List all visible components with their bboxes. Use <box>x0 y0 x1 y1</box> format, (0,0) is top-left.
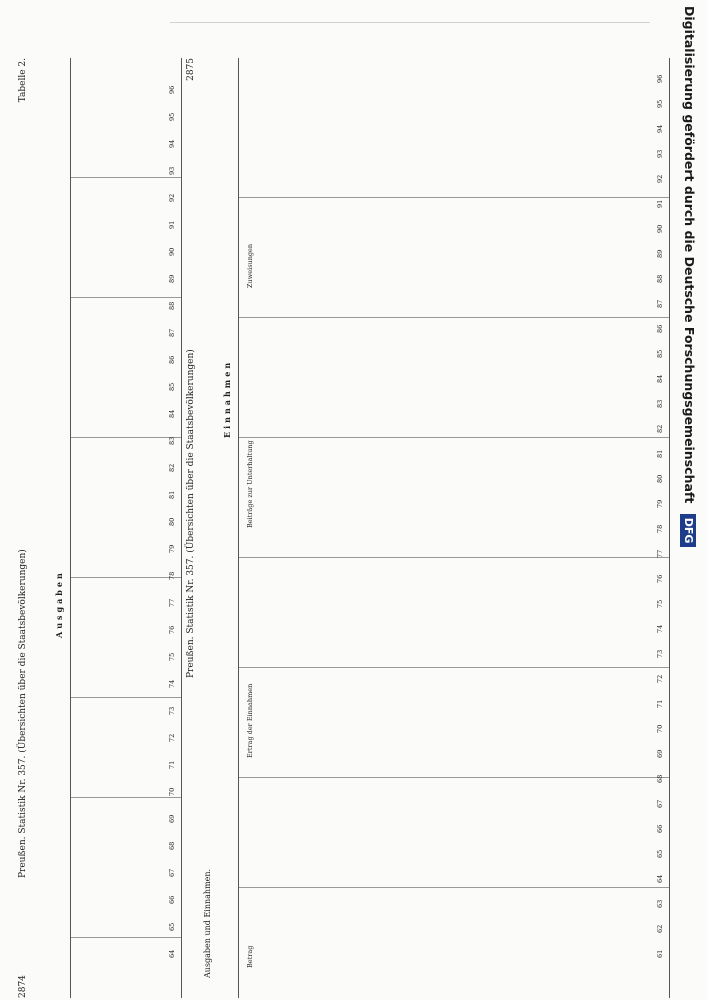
col-header-3: Beiträge zur Unterhaltung <box>246 440 254 528</box>
col-header-4: Zuweisungen <box>246 243 254 288</box>
row-number: 68 <box>656 774 664 783</box>
row-number: 96 <box>168 85 176 94</box>
row-number: 79 <box>168 544 176 553</box>
row-number: 77 <box>656 549 664 558</box>
row-number: 93 <box>168 166 176 175</box>
col-header-2: Ertrag der Einnahmen <box>246 683 254 758</box>
row-number: 88 <box>168 301 176 310</box>
row-number: 86 <box>656 324 664 333</box>
row-number: 69 <box>656 749 664 758</box>
row-number: 81 <box>656 449 664 458</box>
row-number: 75 <box>656 599 664 608</box>
row-number: 84 <box>168 409 176 418</box>
row-number: 66 <box>656 824 664 833</box>
row-number: 71 <box>168 760 176 769</box>
row-number: 89 <box>168 274 176 283</box>
row-number: 76 <box>168 625 176 634</box>
right-caption: Ausgaben und Einnahmen. <box>203 868 212 978</box>
left-section-heading: Ausgaben <box>54 570 64 638</box>
row-number: 82 <box>168 463 176 472</box>
row-number: 70 <box>656 724 664 733</box>
row-number: 72 <box>656 674 664 683</box>
right-col-headers <box>246 48 260 988</box>
row-number: 80 <box>656 474 664 483</box>
row-number: 64 <box>168 949 176 958</box>
row-number: 63 <box>656 899 664 908</box>
row-number: 82 <box>656 424 664 433</box>
row-number: 72 <box>168 733 176 742</box>
left-running-header <box>18 58 32 998</box>
left-table-label: Tabelle 2. <box>18 58 28 103</box>
left-table <box>70 58 182 998</box>
row-number: 87 <box>168 328 176 337</box>
row-number: 73 <box>656 649 664 658</box>
row-number: 94 <box>656 124 664 133</box>
scan-rule <box>170 22 650 23</box>
row-number: 65 <box>168 922 176 931</box>
row-number: 84 <box>656 374 664 383</box>
watermark-text: Digitalisierung gefördert durch die Deutsche Forschungsgemeinschaft <box>682 6 697 504</box>
row-number: 91 <box>168 220 176 229</box>
row-number: 78 <box>168 571 176 580</box>
row-number: 86 <box>168 355 176 364</box>
right-table <box>238 58 670 998</box>
row-number: 87 <box>656 299 664 308</box>
row-number: 71 <box>656 699 664 708</box>
row-number: 81 <box>168 490 176 499</box>
row-number: 88 <box>656 274 664 283</box>
right-running-header <box>186 58 200 998</box>
row-number: 68 <box>168 841 176 850</box>
row-number: 96 <box>656 74 664 83</box>
right-running-title: Preußen. Statistik Nr. 357. (Übersichten über die Staatsbevölkerungen) <box>186 349 196 678</box>
row-number: 76 <box>656 574 664 583</box>
row-number: 75 <box>168 652 176 661</box>
row-number: 61 <box>656 949 664 958</box>
row-number: 80 <box>168 517 176 526</box>
row-number: 67 <box>656 799 664 808</box>
row-number: 70 <box>168 787 176 796</box>
row-number: 95 <box>168 112 176 121</box>
row-number: 91 <box>656 199 664 208</box>
row-number: 67 <box>168 868 176 877</box>
row-number: 85 <box>168 382 176 391</box>
left-page <box>18 58 183 998</box>
row-number: 74 <box>168 679 176 688</box>
row-number: 89 <box>656 249 664 258</box>
row-number: 65 <box>656 849 664 858</box>
row-number: 92 <box>656 174 664 183</box>
row-number: 79 <box>656 499 664 508</box>
row-number: 74 <box>656 624 664 633</box>
dfg-badge: DFG <box>680 514 696 548</box>
row-number: 83 <box>656 399 664 408</box>
row-number: 94 <box>168 139 176 148</box>
row-number: 83 <box>168 436 176 445</box>
row-number: 77 <box>168 598 176 607</box>
row-number: 66 <box>168 895 176 904</box>
row-number: 85 <box>656 349 664 358</box>
right-page <box>186 58 676 998</box>
row-number: 69 <box>168 814 176 823</box>
row-number: 95 <box>656 99 664 108</box>
left-page-number: 2874 <box>18 975 28 998</box>
right-page-number: 2875 <box>186 58 196 81</box>
left-running-title: Preußen. Statistik Nr. 357. (Übersichten über die Staatsbevölkerungen) <box>18 549 28 878</box>
row-number: 90 <box>168 247 176 256</box>
row-number: 73 <box>168 706 176 715</box>
row-number: 92 <box>168 193 176 202</box>
row-number: 64 <box>656 874 664 883</box>
row-number: 90 <box>656 224 664 233</box>
col-header-1: Betrag <box>246 945 254 968</box>
right-section-heading: Einnahmen <box>222 359 232 438</box>
row-number: 93 <box>656 149 664 158</box>
row-number: 78 <box>656 524 664 533</box>
row-number: 62 <box>656 924 664 933</box>
dfg-watermark <box>676 6 702 726</box>
